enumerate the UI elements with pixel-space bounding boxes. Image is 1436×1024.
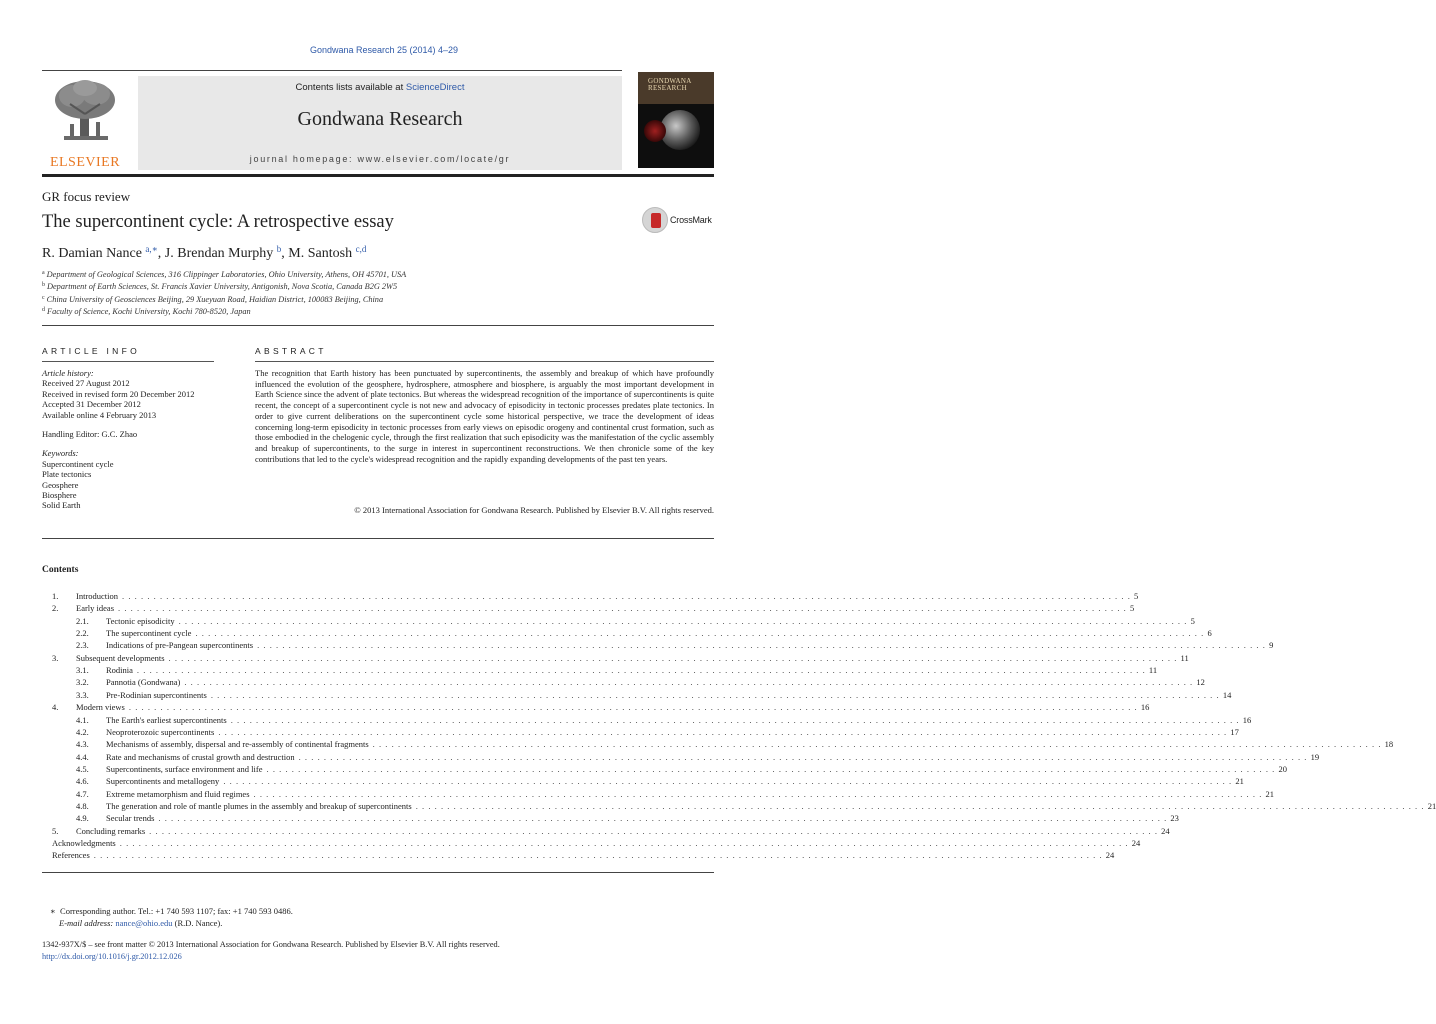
affiliation-item bbox=[42, 305, 722, 317]
toc-entry-page: 5 bbox=[1134, 591, 1139, 601]
toc-entry[interactable] bbox=[42, 825, 1170, 837]
toc-entry-page: 21 bbox=[1265, 788, 1275, 799]
toc-entry[interactable] bbox=[42, 590, 1139, 602]
toc-entry-title: Tectonic episodicity bbox=[106, 615, 175, 626]
spacer bbox=[42, 439, 242, 448]
crossmark-icon bbox=[642, 207, 668, 233]
toc-entry[interactable] bbox=[42, 615, 1195, 627]
toc-entry-page: 24 bbox=[1131, 838, 1141, 848]
toc-entry-number: 4.8. bbox=[76, 800, 89, 811]
toc-entry[interactable] bbox=[42, 788, 1275, 800]
toc-entry[interactable] bbox=[42, 849, 1115, 861]
affiliation-key: d bbox=[42, 307, 45, 314]
toc-entry-page: 21 bbox=[1235, 776, 1244, 787]
toc-entry-number: 4. bbox=[52, 702, 59, 713]
affiliation-key: a bbox=[42, 270, 45, 276]
crossmark-button[interactable] bbox=[642, 207, 714, 235]
toc-dot-leader: ................................................................................................................................................................ bbox=[184, 677, 1197, 688]
toc-entry-title: Concluding remarks bbox=[76, 825, 146, 836]
toc-entry-page: 18 bbox=[1384, 739, 1394, 750]
toc-entry-page: 5 bbox=[1130, 603, 1135, 614]
author-affiliation-link[interactable]: b bbox=[276, 244, 282, 254]
toc-entry[interactable] bbox=[42, 726, 1239, 738]
toc-entry-number: 4.4. bbox=[76, 751, 89, 762]
toc-entry-number: 3.1. bbox=[76, 665, 89, 676]
footnote-email-line bbox=[50, 918, 293, 930]
toc-entry-number: 2.1. bbox=[76, 615, 89, 626]
toc-dot-leader: ................................................................................................................................................................ bbox=[298, 751, 1311, 762]
footnote-mark: ∗ bbox=[50, 906, 56, 916]
toc-entry-title: Indications of pre-Pangean supercontinents bbox=[106, 640, 254, 651]
article-type: GR focus review bbox=[42, 189, 131, 204]
toc-dot-leader: ................................................................................................................................................................ bbox=[266, 763, 1279, 774]
toc-entry-title: The supercontinent cycle bbox=[106, 628, 192, 639]
journal-homepage-prefix: journal homepage: bbox=[249, 154, 358, 164]
toc-entry-title: The generation and role of mantle plumes in the assembly and breakup of supercontinents bbox=[106, 800, 412, 811]
masthead-bottom-rule bbox=[42, 174, 714, 177]
crossmark-label: CrossMark bbox=[670, 215, 712, 225]
keyword-item[interactable]: Biosphere bbox=[42, 490, 77, 501]
toc-entry[interactable] bbox=[42, 602, 1135, 614]
affiliation-text: Department of Earth Sciences, St. Francis Xavier University, Antigonish, Nova Scotia, Canada B2G 2W5 bbox=[47, 282, 398, 292]
toc-entry-page: 5 bbox=[1190, 615, 1195, 626]
toc-entry-title: Supercontinents and metallogeny bbox=[106, 776, 220, 787]
contents-available-line bbox=[138, 82, 622, 93]
journal-cover-thumbnail[interactable] bbox=[638, 72, 714, 168]
article-info-panel bbox=[42, 368, 242, 511]
affiliation-key: b bbox=[42, 282, 45, 289]
toc-entry[interactable] bbox=[42, 738, 1394, 750]
keyword-item[interactable]: Supercontinent cycle bbox=[42, 458, 114, 469]
spacer bbox=[42, 420, 242, 429]
toc-entry-number: 3.2. bbox=[76, 677, 89, 688]
affiliation-text: Faculty of Science, Kochi University, Kochi 780-8520, Japan bbox=[47, 307, 251, 317]
toc-entry[interactable] bbox=[42, 701, 1150, 713]
toc-entry-number: 2.2. bbox=[76, 628, 89, 639]
toc-dot-leader: ................................................................................................................................................................ bbox=[178, 615, 1191, 626]
toc-entry-title: Mechanisms of assembly, dispersal and re-assembly of continental fragments bbox=[106, 739, 369, 750]
toc-entry-number: 4.9. bbox=[76, 813, 89, 824]
history-item: Accepted 31 December 2012 bbox=[42, 399, 141, 410]
affiliation-text: Department of Geological Sciences, 316 Clippinger Laboratories, Ohio University, Athens, OH 45701, USA bbox=[46, 270, 407, 279]
toc-entry-title: Rodinia bbox=[106, 665, 133, 676]
toc-dot-leader: ................................................................................................................................................................ bbox=[136, 665, 1149, 676]
toc-entry[interactable] bbox=[42, 714, 1252, 726]
toc-entry-page: 17 bbox=[1230, 726, 1239, 737]
toc-entry-number: 4.5. bbox=[76, 763, 89, 774]
toc-entry-title: Neoproterozoic supercontinents bbox=[106, 726, 215, 737]
toc-entry[interactable] bbox=[42, 627, 1212, 639]
toc-dot-leader: ................................................................................................................................................................ bbox=[253, 788, 1266, 799]
toc-entry-page: 24 bbox=[1105, 850, 1115, 861]
journal-homepage-link[interactable]: www.elsevier.com/locate/gr bbox=[357, 154, 511, 164]
affiliation-key: c bbox=[42, 294, 45, 301]
email-label: E-mail address: bbox=[59, 917, 114, 928]
abstract-copyright: © 2013 International Association for Gondwana Research. Published by Elsevier B.V. All rights reserved. bbox=[354, 505, 714, 515]
cover-globe-image bbox=[660, 110, 700, 150]
toc-entry-title: Acknowledgments bbox=[52, 838, 116, 848]
toc-entry-title: Extreme metamorphism and fluid regimes bbox=[106, 788, 250, 799]
toc-entry-number: 3. bbox=[52, 652, 59, 663]
toc-entry[interactable] bbox=[42, 800, 1436, 812]
affiliation-text: China University of Geosciences Beijing, 29 Xueyuan Road, Haidian District, 100083 Beijing, China bbox=[46, 294, 384, 304]
toc-dot-leader: ................................................................................................................................................................ bbox=[210, 689, 1223, 700]
toc-entry-number: 4.6. bbox=[76, 776, 89, 787]
author-name: R. Damian Nance bbox=[42, 246, 142, 261]
contents-available-prefix: Contents lists available at bbox=[295, 82, 406, 93]
toc-entry[interactable] bbox=[42, 751, 1320, 763]
history-item: Available online 4 February 2013 bbox=[42, 409, 157, 420]
abstract-text: The recognition that Earth history has been punctuated by supercontinents, the assembly and breakup of which have profoundly influenced the evolution of the geosphere, hydrosphere, atmosphere and biosphere, is arguably the most important development in Earth Science since the advent of plate tectonics. But whereas the widespread recognition of the importance of supercontinents is quite recent, the concept of a supercontinent cycle is not new and advocacy of episodicity in tectonic processes predates plate tectonics. In order to give current deliberations on the supercontinent cycle some historical perspective, we trace the development of ideas concerning long-term episodicity in tectonic processes from early views on episodic orogeny and continental crust formation, such as those embodied in the chelogenic cycle, through the first realization that such episodicity was the manifestation of the cyclic assembly and breakup of supercontinents, to the surge in interest in supercontinent reconstructions. We then chronicle some of the key contributions that led to the cycle's widespread recognition and the rapidly expanding developments of the past ten years. bbox=[255, 368, 714, 464]
elsevier-wordmark: ELSEVIER bbox=[49, 155, 121, 170]
toc-dot-leader: ................................................................................................................................................................ bbox=[415, 800, 1428, 811]
toc-entry[interactable] bbox=[42, 664, 1158, 676]
author-affiliation-link[interactable]: c,d bbox=[355, 244, 367, 254]
toc-entry-page: 16 bbox=[1242, 714, 1252, 725]
article-history-label: Article history: bbox=[42, 368, 94, 378]
cover-title-text: GONDWANA RESEARCH bbox=[648, 77, 692, 92]
toc-entry-title: Rate and mechanisms of crustal growth and destruction bbox=[106, 751, 295, 762]
article-title: The supercontinent cycle: A retrospective essay bbox=[42, 212, 394, 232]
toc-dot-leader: ................................................................................................................................................................ bbox=[158, 813, 1171, 824]
toc-entry-number: 1. bbox=[52, 591, 59, 601]
affiliation-list bbox=[42, 268, 722, 318]
affiliation-item bbox=[42, 293, 722, 305]
elsevier-logo bbox=[42, 74, 128, 170]
toc-entry-title: Early ideas bbox=[76, 603, 114, 614]
toc-dot-leader: ................................................................................................................................................................ bbox=[118, 603, 1130, 614]
affiliation-item bbox=[42, 268, 722, 280]
footnote-corresponding-line bbox=[50, 906, 293, 918]
author-list: R. Damian Nance $^{a,∗}$, J. Brendan Murphy $^b$, M. Santosh $^{c,d}$ bbox=[42, 244, 367, 261]
corresponding-author-footnote bbox=[50, 906, 293, 929]
toc-entry-page: 9 bbox=[1269, 640, 1274, 651]
toc-entry-number: 5. bbox=[52, 825, 59, 836]
toc-dot-leader: ................................................................................................................................................................ bbox=[195, 628, 1208, 639]
journal-title: Gondwana Research bbox=[297, 108, 463, 130]
journal-masthead bbox=[42, 70, 714, 172]
toc-entry-title: Secular trends bbox=[106, 813, 155, 824]
history-item: Received 27 August 2012 bbox=[42, 378, 130, 389]
issn-line: 1342-937X/$ – see front matter © 2013 International Association for Gondwana Research. Published by Elsevier B.V. All rights reserved. bbox=[42, 940, 500, 949]
toc-entry-number: 3.3. bbox=[76, 689, 89, 700]
toc-entry[interactable] bbox=[42, 639, 1274, 651]
toc-entry-title: The Earth's earliest supercontinents bbox=[106, 714, 227, 725]
toc-entry-number: 4.7. bbox=[76, 788, 89, 799]
toc-entry-number: 2. bbox=[52, 603, 59, 614]
journal-citation-link[interactable]: Gondwana Research 25 (2014) 4–29 bbox=[309, 45, 459, 55]
history-item: Received in revised form 20 December 2012 bbox=[42, 388, 195, 399]
handling-editor: Handling Editor: G.C. Zhao bbox=[42, 429, 138, 440]
toc-entry-number: 4.2. bbox=[76, 726, 89, 737]
toc-entry-number: 4.3. bbox=[76, 739, 89, 750]
author-name: J. Brendan Murphy bbox=[164, 246, 274, 261]
doi-link[interactable]: http://dx.doi.org/10.1016/j.gr.2012.12.026 bbox=[42, 951, 182, 961]
toc-entry-title: Pre-Rodinian supercontinents bbox=[106, 689, 207, 700]
toc-dot-leader: ................................................................................................................................................................ bbox=[372, 739, 1385, 750]
toc-entry[interactable] bbox=[42, 812, 1179, 824]
abstract-rule bbox=[255, 361, 714, 362]
keyword-item[interactable]: Solid Earth bbox=[42, 500, 81, 511]
toc-entry-page: 20 bbox=[1278, 763, 1287, 774]
crossmark-ribbon-icon bbox=[651, 213, 661, 228]
toc-dot-leader: ................................................................................................................................................................ bbox=[257, 640, 1270, 651]
article-info-heading: ARTICLE INFO bbox=[42, 346, 141, 356]
toc-entry-page: 6 bbox=[1207, 628, 1212, 639]
contents-bottom-rule bbox=[42, 872, 714, 873]
toc-entry-number: 4.1. bbox=[76, 714, 89, 725]
author-email-link[interactable]: nance@ohio.edu bbox=[115, 917, 173, 928]
toc-dot-leader: ................................................................................................................................................................ bbox=[218, 726, 1231, 737]
toc-entry-page: 11 bbox=[1148, 665, 1158, 676]
abstract-heading: ABSTRACT bbox=[255, 346, 327, 356]
masthead-top-rule bbox=[42, 70, 622, 71]
toc-entry-title: Subsequent developments bbox=[76, 652, 165, 663]
footnote-corresponding-text: Corresponding author. Tel.: +1 740 593 1107; fax: +1 740 593 0486. bbox=[60, 906, 293, 916]
toc-entry-title: Introduction bbox=[76, 591, 119, 601]
sciencedirect-link[interactable]: ScienceDirect bbox=[405, 82, 465, 93]
affiliation-item bbox=[42, 280, 722, 292]
toc-entry[interactable] bbox=[42, 775, 1244, 787]
cover-red-sphere-image bbox=[644, 120, 666, 142]
author-name: M. Santosh bbox=[288, 246, 353, 261]
keyword-item[interactable]: Geosphere bbox=[42, 479, 79, 490]
toc-entry-title: References bbox=[52, 850, 90, 861]
toc-entry[interactable] bbox=[42, 763, 1287, 775]
toc-entry-page: 11 bbox=[1180, 652, 1189, 663]
toc-entry[interactable] bbox=[42, 689, 1232, 701]
article-info-rule bbox=[42, 361, 214, 362]
toc-entry[interactable] bbox=[42, 652, 1189, 664]
toc-entry-page: 21 bbox=[1427, 800, 1436, 811]
toc-dot-leader: ................................................................................................................................................................ bbox=[223, 776, 1236, 787]
toc-dot-leader: ................................................................................................................................................................ bbox=[149, 825, 1162, 836]
toc-entry-number: 2.3. bbox=[76, 640, 89, 651]
toc-entry-page: 14 bbox=[1222, 689, 1232, 700]
toc-entry-page: 23 bbox=[1170, 813, 1179, 824]
header-divider bbox=[42, 325, 714, 326]
keyword-item[interactable]: Plate tectonics bbox=[42, 469, 92, 480]
toc-entry[interactable] bbox=[42, 837, 1141, 849]
toc-dot-leader: ................................................................................................................................................................ bbox=[93, 850, 1106, 861]
toc-entry-page: 12 bbox=[1196, 677, 1205, 688]
toc-entry-page: 24 bbox=[1161, 825, 1170, 836]
keywords-label: Keywords: bbox=[42, 448, 79, 459]
contents-heading: Contents bbox=[42, 565, 79, 575]
masthead-banner bbox=[138, 76, 622, 170]
abstract-divider bbox=[42, 538, 714, 539]
toc-dot-leader: ................................................................................................................................................................ bbox=[168, 652, 1181, 663]
toc-entry-title: Supercontinents, surface environment and life bbox=[106, 763, 263, 774]
toc-dot-leader: ................................................................................................................................................................ bbox=[230, 714, 1243, 725]
toc-entry-page: 16 bbox=[1140, 702, 1150, 713]
toc-dot-leader: ................................................................................................................................................................ bbox=[119, 838, 1132, 848]
toc-entry-page: 19 bbox=[1310, 751, 1320, 762]
email-suffix: (R.D. Nance). bbox=[174, 917, 223, 928]
toc-entry-title: Pannotia (Gondwana) bbox=[106, 677, 181, 688]
toc-dot-leader: ................................................................................................................................................................ bbox=[122, 591, 1135, 601]
journal-homepage-line bbox=[138, 154, 622, 164]
toc-entry[interactable] bbox=[42, 676, 1205, 688]
elsevier-tree-icon bbox=[52, 78, 118, 144]
issn-block bbox=[42, 939, 500, 962]
toc-entry-title: Modern views bbox=[76, 702, 125, 713]
toc-dot-leader: ................................................................................................................................................................ bbox=[128, 702, 1141, 713]
author-affiliation-link[interactable]: a,∗ bbox=[145, 244, 158, 254]
